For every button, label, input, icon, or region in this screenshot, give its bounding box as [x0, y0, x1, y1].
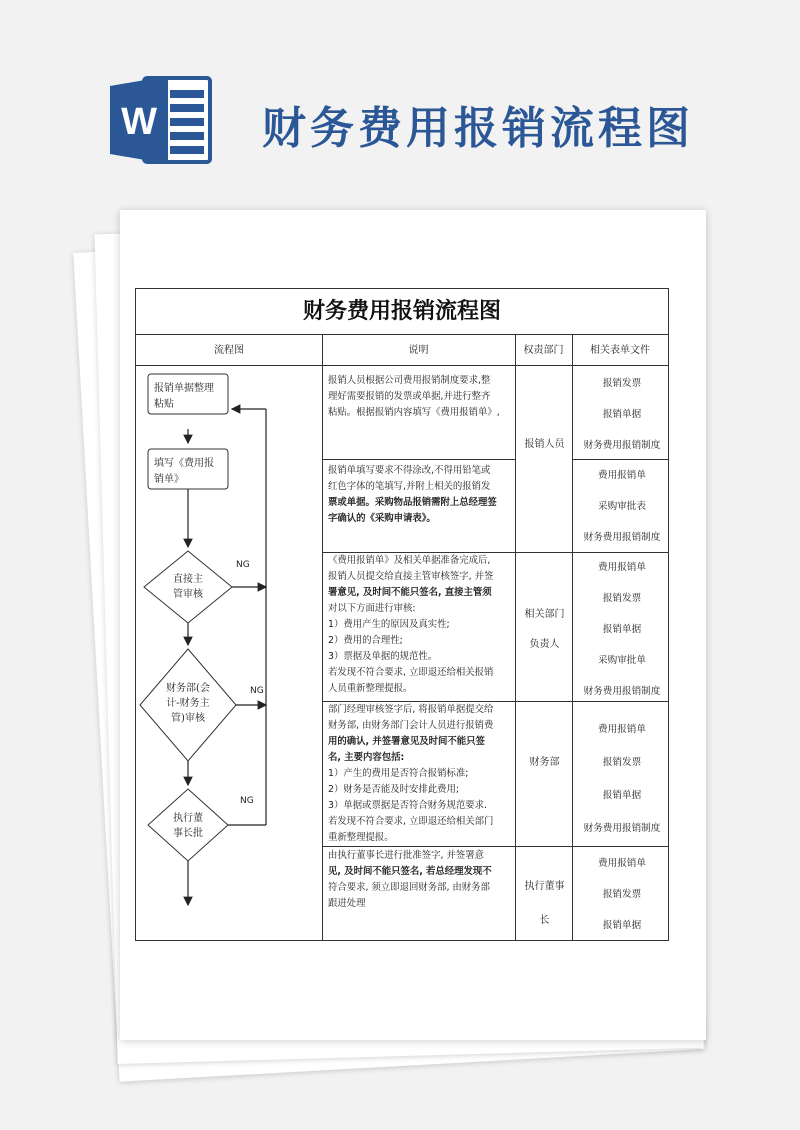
row-divider — [515, 552, 572, 553]
doc-item: 报销单据 — [602, 409, 642, 420]
flow-text: 事长批 — [173, 828, 203, 839]
desc-line: 粘贴。根据报销内容填写《费用报销单》, — [328, 407, 500, 418]
flow-table — [135, 288, 669, 941]
doc-item: 财务费用报销制度 — [583, 686, 661, 697]
desc-line: 名, 主要内容包括: — [328, 752, 405, 763]
desc-line: 理好需要报销的发票或单据,并进行整齐 — [328, 391, 491, 402]
flow-decision-manager — [144, 551, 232, 623]
doc-item: 报销单据 — [602, 624, 642, 635]
desc-line: 字确认的《采购申请表》。 — [328, 513, 436, 524]
desc-line: 报销单填写要求不得涂改,不得用铅笔或 — [328, 465, 491, 476]
row-divider — [572, 552, 668, 553]
ng-label: NG — [240, 796, 254, 806]
row-divider — [572, 701, 668, 702]
doc-item: 财务费用报销制度 — [583, 440, 661, 451]
row-divider — [572, 846, 668, 847]
doc-item: 报销单据 — [602, 790, 642, 801]
flow-text: 财务部(会 — [166, 683, 210, 694]
flow-text: 管审核 — [173, 589, 203, 600]
desc-line: 若发现不符合要求, 立即退还给相关报销 — [328, 667, 494, 678]
document-page — [120, 210, 706, 1040]
header-docs: 相关表单文件 — [572, 335, 668, 366]
flowchart — [136, 289, 322, 940]
dept-finance: 财务部 — [529, 757, 560, 768]
desc-line: 人员重新整理提报。 — [328, 683, 413, 694]
desc-line: 3）票据及单据的规范性。 — [328, 651, 438, 662]
desc-row-4 — [328, 702, 518, 846]
desc-line: 2）财务是否能及时安排此费用; — [328, 784, 459, 795]
desc-line: 见, 及时间不能只签名, 若总经理发现不 — [328, 866, 492, 877]
desc-line: 报销人员提交给直接主管审核签字, 并签 — [328, 571, 494, 582]
row-divider — [322, 459, 515, 460]
row-divider — [515, 701, 572, 702]
doc-item: 报销发票 — [602, 378, 642, 389]
header-desc: 说明 — [322, 335, 515, 366]
desc-line: 1）产生的费用是否符合报销标准; — [328, 768, 469, 779]
doc-item: 报销单据 — [602, 920, 642, 931]
desc-row-1 — [328, 373, 518, 421]
doc-item: 费用报销单 — [598, 724, 646, 735]
doc-item: 报销发票 — [602, 757, 642, 768]
dept-applicant: 报销人员 — [524, 439, 565, 450]
desc-row-2 — [328, 463, 518, 527]
word-logo-icon — [108, 72, 214, 168]
row-divider — [515, 846, 572, 847]
desc-line: 由执行董事长进行批准签字, 并签署意 — [328, 850, 484, 861]
document-title: 财务费用报销流程图 — [136, 289, 668, 335]
row-divider — [572, 459, 668, 460]
flow-text: 粘贴 — [154, 399, 174, 410]
desc-row-5 — [328, 848, 518, 912]
dept-manager-l1: 相关部门 — [524, 609, 565, 620]
desc-line: 跟进处理 — [328, 898, 366, 909]
header-dept: 权责部门 — [515, 335, 572, 366]
flow-text: 销单》 — [154, 474, 184, 485]
flow-decision-chairman — [148, 789, 228, 861]
flow-text: 填写《费用报 — [154, 458, 214, 469]
flow-text: 直接主 — [173, 574, 203, 585]
flow-text: 管)审核 — [171, 713, 205, 724]
dept-manager-l2: 负责人 — [529, 639, 560, 650]
ng-label: NG — [250, 686, 264, 696]
desc-line: 重新整理提报。 — [328, 832, 394, 843]
desc-line: 符合要求, 须立即退回财务部, 由财务部 — [328, 882, 490, 893]
desc-line: 2）费用的合理性; — [328, 635, 403, 646]
grid-line — [322, 335, 323, 940]
desc-line: 用的确认, 并签署意见及时间不能只签 — [328, 736, 485, 747]
doc-item: 报销发票 — [602, 593, 642, 604]
doc-item: 财务费用报销制度 — [583, 823, 661, 834]
desc-line: 《费用报销单》及相关单据准备完成后, — [328, 555, 491, 566]
desc-line: 3）单据或票据是否符合财务规范要求. — [328, 800, 487, 811]
doc-item: 费用报销单 — [598, 858, 646, 869]
desc-row-3 — [328, 553, 518, 697]
desc-line: 报销人员根据公司费用报销制度要求,整 — [328, 375, 491, 386]
dept-chairman-l1: 执行董事 — [524, 881, 565, 892]
header-flow: 流程图 — [136, 335, 322, 366]
doc-item: 费用报销单 — [598, 562, 646, 573]
desc-line: 财务部, 由财务部门会计人员进行报销费 — [328, 720, 494, 731]
dept-chairman-l2: 长 — [539, 915, 550, 926]
desc-line: 部门经理审核签字后, 将报销单据提交给 — [328, 704, 494, 715]
flow-text: 计-财务主 — [166, 698, 210, 709]
doc-item: 采购审批表 — [598, 501, 646, 512]
desc-line: 票或单据。采购物品报销需附上总经理签 — [328, 497, 497, 508]
doc-item: 费用报销单 — [598, 470, 646, 481]
desc-line: 1）费用产生的原因及真实性; — [328, 619, 450, 630]
banner-title: 财务费用报销流程图 — [262, 103, 694, 154]
doc-item: 采购审批单 — [598, 655, 646, 666]
doc-item: 财务费用报销制度 — [583, 532, 661, 543]
flow-text: 执行董 — [173, 813, 203, 824]
doc-item: 报销发票 — [602, 889, 642, 900]
flow-text: 报销单据整理 — [154, 383, 214, 394]
ng-label: NG — [236, 560, 250, 570]
logo-letter: W — [121, 101, 157, 143]
desc-line: 若发现不符合要求, 立即退还给相关部门 — [328, 816, 494, 827]
row-divider — [322, 846, 515, 847]
desc-line: 红色字体的笔填写,并附上相关的报销发 — [328, 481, 491, 492]
desc-line: 署意见, 及时间不能只签名, 直接主管须 — [328, 587, 492, 598]
desc-line: 对以下方面进行审核: — [328, 603, 416, 614]
